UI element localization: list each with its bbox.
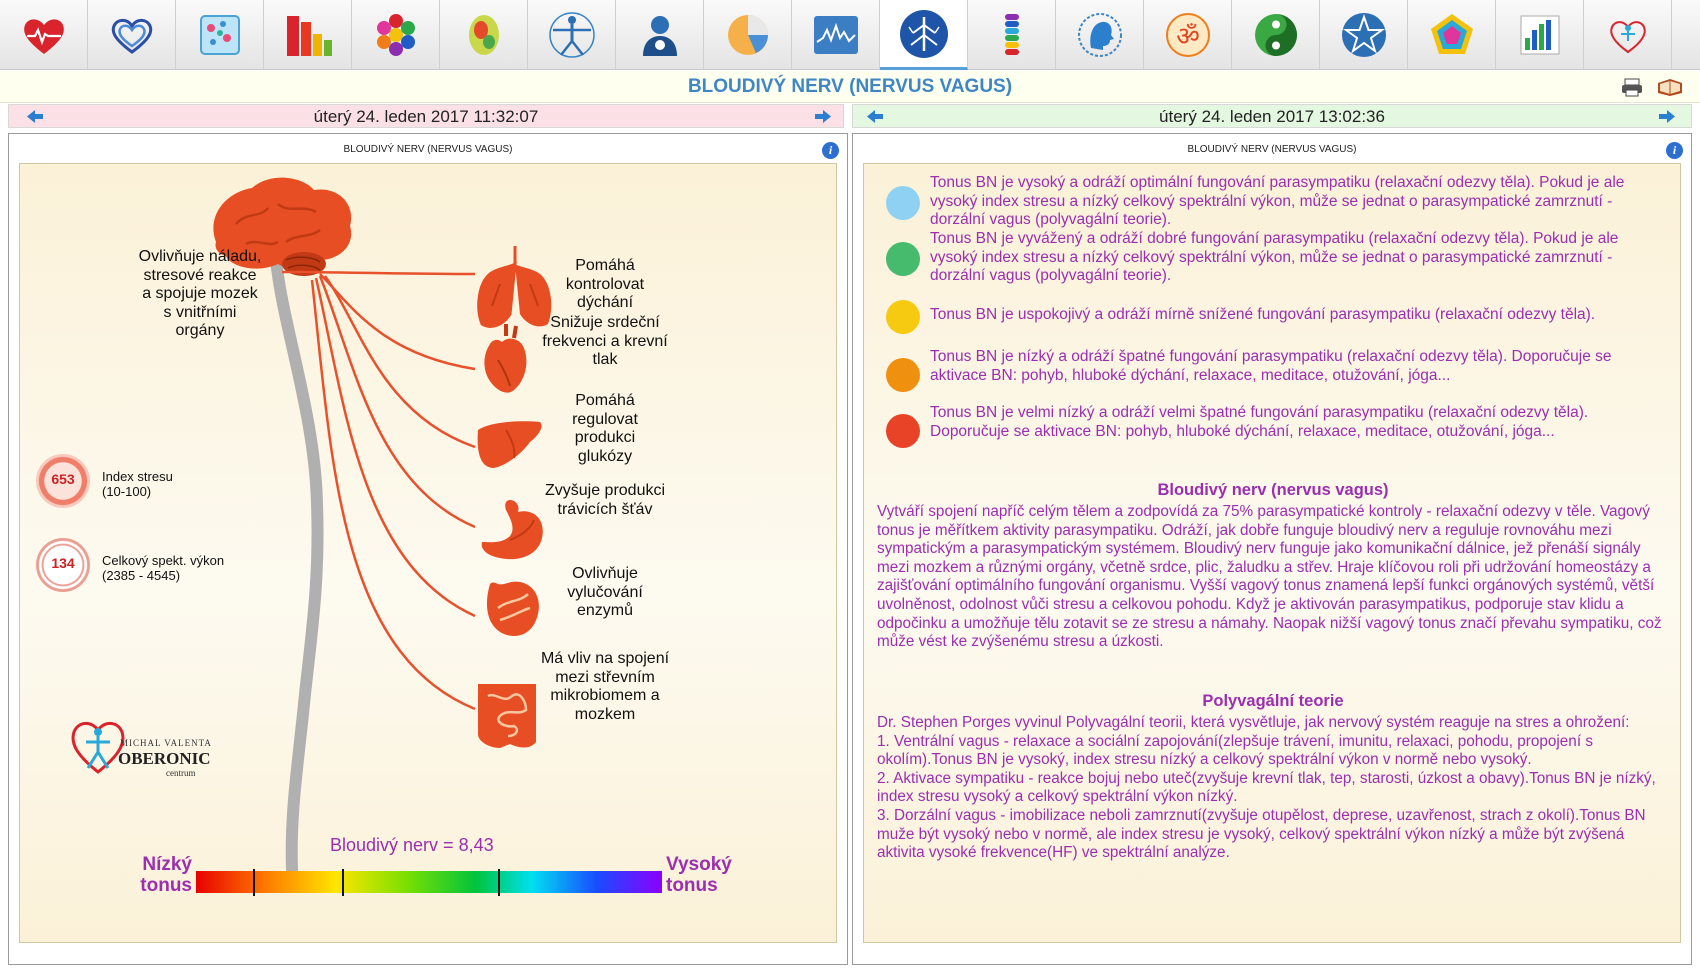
- polyvagal-item-2: 2. Aktivace sympatiku - reakce bojuj nebo uteč(zvyšuje krevní tlak, tep, starosti, úzkost a obavy).Tonus BN je nízký, index stresu vysoký a celkový spektrální výkon nízký.: [877, 769, 1656, 806]
- logo-heart-icon: [1601, 8, 1655, 62]
- toolbar-button-chakras[interactable]: [968, 0, 1056, 70]
- bar-chart-icon: [281, 8, 335, 62]
- toolbar-button-bars[interactable]: [264, 0, 352, 70]
- scale-low-label: [120, 854, 192, 896]
- nerve-tree-icon: [897, 7, 951, 61]
- stomach-icon: [482, 500, 543, 559]
- vagus-value: Bloudivý nerv = 8,43: [330, 835, 494, 855]
- logo-brand: OBERONIC: [118, 749, 211, 768]
- organ-label-liver: Pomáhá regulovat produkci glukózy: [572, 392, 638, 465]
- scale-high-line1: Vysoký: [666, 854, 732, 875]
- left-panel-title: BLOUDIVÝ NERV (NERVUS VAGUS): [343, 144, 513, 155]
- next-arrow-icon[interactable]: [815, 110, 831, 123]
- stress-index-value: 653: [51, 471, 75, 487]
- legend-dot-red: [886, 414, 920, 448]
- printer-icon[interactable]: [1620, 77, 1644, 97]
- small-bars-icon: [1513, 8, 1567, 62]
- page-title: BLOUDIVÝ NERV (NERVUS VAGUS): [687, 76, 1013, 97]
- tone-scale-bar: [196, 871, 662, 893]
- stress-index-gauge: [36, 454, 90, 508]
- toolbar-button-vitruvian[interactable]: [528, 0, 616, 70]
- toolbar-button-heart[interactable]: [0, 0, 88, 70]
- molecule-icon: [193, 8, 247, 62]
- toolbar-button-star[interactable]: [1320, 0, 1408, 70]
- right-panel: [852, 133, 1692, 965]
- pancreas-icon: [487, 582, 539, 636]
- section-vagus-title: Bloudivý nerv (nervus vagus): [1157, 481, 1389, 499]
- organ-label-stomach: Zvyšuje produkci trávicích šťáv: [544, 482, 666, 518]
- stress-index-title: Index stresu: [102, 469, 173, 484]
- toolbar-button-small-bars[interactable]: [1496, 0, 1584, 70]
- toolbar-button-person[interactable]: [616, 0, 704, 70]
- legend-text: Tonus BN je vyvážený a odráží dobré fungování parasympatiku (relaxační odezvy těla). Pokud je ale vysoký index stresu a nízký celkový spektrální výkon, může se jednat o parasympatické zamrznutí - dorzální vagus (polyvagální teorie).: [930, 230, 1619, 284]
- toolbar-button-molecule[interactable]: [176, 0, 264, 70]
- toolbar-button-head[interactable]: [1056, 0, 1144, 70]
- organ-label-intestines: Má vliv na spojení mezi střevním mikrobiomem a mozkem: [540, 650, 670, 723]
- polyvagal-item-3: 3. Dorzální vagus - imobilizace neboli zamrznutí(zvyšuje otupělost, deprese, uzavřenost, strach z okolí).Tonus BN muže být vysoký nebo v normě, ale index stresu je vysoký, celkový spektrální výkon nízký a může být zvýšená aktivita vysoké frekvence(HF) ve spektrální analýze.: [877, 806, 1646, 862]
- section-vagus-body: Vytváří spojení napříč celým tělem a zodpovídá za 75% parasympatické kontroly - relaxační odezvy v těle. Vagový tonus je měřítkem aktivity parasympatiku. Odráží, jak dobře funguje bloudivý nerv a reguluje rovnováhu mezi sympatickým a parasympatickým systémem. Bloudivý nerv funguje jako komunikační dálnice, jež přenáší signály mezi mozkem a různými orgány, včetně srdce, plic, žaludku a střev. Hraje klíčovou roli při udržování homeostázy a zajišťování optimálního fungování organismu. Vyšší vagový tonus znamená lepší funkci orgánových systémů, větší uvolněnost, odolnost vůči stresu a celkovou pohodu. Když je aktivován parasympatikus, podporuje stav klidu a odpočinku a umožňuje tělu zotavit se ze stresu a námahy. Naopak nižší vagový tonus značí převahu sympatiku, což může vést ke zvýšenému stresu a úzkosti.: [877, 503, 1662, 651]
- info-icon[interactable]: i: [822, 142, 839, 159]
- waveform-icon: [809, 8, 863, 62]
- info-icon[interactable]: i: [1666, 142, 1683, 159]
- toolbar-button-yinyang[interactable]: [1232, 0, 1320, 70]
- heart-organ-icon: [484, 324, 526, 393]
- pentagon-chart-icon: [1425, 8, 1479, 62]
- oberonic-logo: [68, 706, 218, 786]
- svg-text:ॐ: ॐ: [1175, 22, 1200, 52]
- intestines-icon: [478, 684, 536, 748]
- scale-high-label: [666, 854, 732, 896]
- title-bar: [0, 71, 1700, 103]
- scale-marker-2: [498, 869, 500, 896]
- spectral-power-range: (2385 - 4545): [102, 568, 181, 583]
- legend-item-very-low: [864, 398, 1682, 454]
- logo-sub: centrum: [166, 768, 196, 778]
- legend-item-satisfactory: [864, 286, 1682, 342]
- pie-chart-icon: [721, 8, 775, 62]
- organ-label-heart: Snižuje srdeční frekvenci a krevní tlak: [542, 314, 668, 368]
- right-date-bar: [852, 104, 1692, 128]
- legend-dot-yellow: [886, 300, 920, 334]
- brain-map-icon: [457, 8, 511, 62]
- person-icon: [633, 8, 687, 62]
- toolbar-button-brain-map[interactable]: [440, 0, 528, 70]
- toolbar-button-logo[interactable]: [1584, 0, 1672, 70]
- brain-label: Ovlivňuje náladu, stresové reakce a spojuje mozek s vnitřními orgány: [138, 248, 262, 339]
- legend-dot-blue: [886, 186, 920, 220]
- toolbar-button-pentagon[interactable]: [1408, 0, 1496, 70]
- legend-text: Tonus BN je velmi nízký a odráží velmi špatné fungování parasympatiku (relaxační odezvy těla). Doporučuje se aktivace BN: pohyb, hluboké dýchání, relaxace, meditace, otužování, jóga...: [930, 404, 1589, 440]
- om-icon: [1161, 8, 1215, 62]
- yin-yang-icon: [1249, 8, 1303, 62]
- toolbar-button-pie[interactable]: [704, 0, 792, 70]
- polyvagal-item-1: 1. Ventrální vagus - relaxace a sociální zapojování(zlepšuje trávení, imunitu, relaxaci, pohodu, propojení s okolím).Tonus BN je vysoký, index stresu nízký a celkový spektrální výkon v normě nebo vysoký.: [877, 732, 1593, 769]
- left-date-bar: [8, 104, 844, 128]
- spectral-power-title: Celkový spekt. výkon: [102, 553, 225, 568]
- scale-high-line2: tonus: [666, 875, 718, 896]
- star-icon: [1337, 8, 1391, 62]
- legend-item-low: [864, 342, 1682, 398]
- legend-text: Tonus BN je nízký a odráží špatné fungování parasympatiku (relaxační odezvy těla). Doporučuje se aktivace BN: pohyb, hluboké dýchání, relaxace, meditace, otužování, jóga...: [930, 348, 1612, 384]
- head-profile-icon: [1073, 8, 1127, 62]
- stress-index-label: [102, 469, 173, 499]
- scale-marker-value: [253, 869, 255, 896]
- legend-dot-orange: [886, 358, 920, 392]
- left-panel: [8, 133, 848, 965]
- spinal-cord: [276, 259, 318, 869]
- scale-low-line2: tonus: [140, 875, 192, 896]
- toolbar-button-vagus[interactable]: [880, 0, 968, 70]
- vagus-diagram: [19, 163, 837, 943]
- toolbar-button-hexagons[interactable]: [352, 0, 440, 70]
- stress-index-range: (10-100): [102, 484, 152, 499]
- liver-icon: [478, 421, 542, 468]
- toolbar-button-double-heart[interactable]: [88, 0, 176, 70]
- legend-dot-green: [886, 242, 920, 276]
- right-panel-title: BLOUDIVÝ NERV (NERVUS VAGUS): [1187, 144, 1357, 155]
- main-toolbar: [0, 0, 1700, 70]
- next-arrow-icon[interactable]: [1659, 110, 1675, 123]
- chakra-stack-icon: [985, 8, 1039, 62]
- hexagons-icon: [369, 8, 423, 62]
- scale-low-line1: Nízký: [142, 854, 192, 875]
- section-polyvagal-title: Polyvagální teorie: [1202, 692, 1344, 710]
- heart-icon: [17, 8, 71, 62]
- organ-label-lungs: Pomáhá kontrolovat dýchání: [565, 257, 645, 311]
- vitruvian-man-icon: [545, 8, 599, 62]
- legend-text: Tonus BN je uspokojivý a odráží mírně snížené fungování parasympatiku (relaxační odezvy těla).: [930, 306, 1596, 323]
- toolbar-button-om[interactable]: [1144, 0, 1232, 70]
- legend-item-balanced: [864, 230, 1682, 286]
- polyvagal-intro: Dr. Stephen Porges vyvinul Polyvagální teorii, která vysvětluje, jak nervový systém reaguje na stres a ohrožení:: [877, 714, 1630, 731]
- spectral-power-label: [102, 553, 224, 583]
- section-polyvagal-body: [877, 714, 1669, 863]
- logo-name: MICHAL VALENTA: [120, 738, 212, 748]
- spectral-power-gauge: [36, 538, 90, 592]
- spectral-power-value: 134: [51, 555, 75, 571]
- double-heart-icon: [105, 8, 159, 62]
- legend-item-very-high: [864, 174, 1682, 230]
- right-date: úterý 24. leden 2017 13:02:36: [1159, 107, 1385, 126]
- left-date: úterý 24. leden 2017 11:32:07: [313, 107, 539, 126]
- organ-label-pancreas: Ovlivňuje vylučování enzymů: [567, 565, 643, 619]
- scale-marker-1: [342, 869, 344, 896]
- book-icon[interactable]: [1656, 77, 1684, 97]
- vagus-legend-panel: [863, 163, 1681, 943]
- toolbar-button-waveform[interactable]: [792, 0, 880, 70]
- legend-text: Tonus BN je vysoký a odráží optimální fungování parasympatiku (relaxační odezvy těla). Pokud je ale vysoký index stresu a nízký celkový spektrální výkon, může se jednat o parasympatické zamrznutí - dorzální vagus (polyvagální teorie).: [930, 174, 1625, 228]
